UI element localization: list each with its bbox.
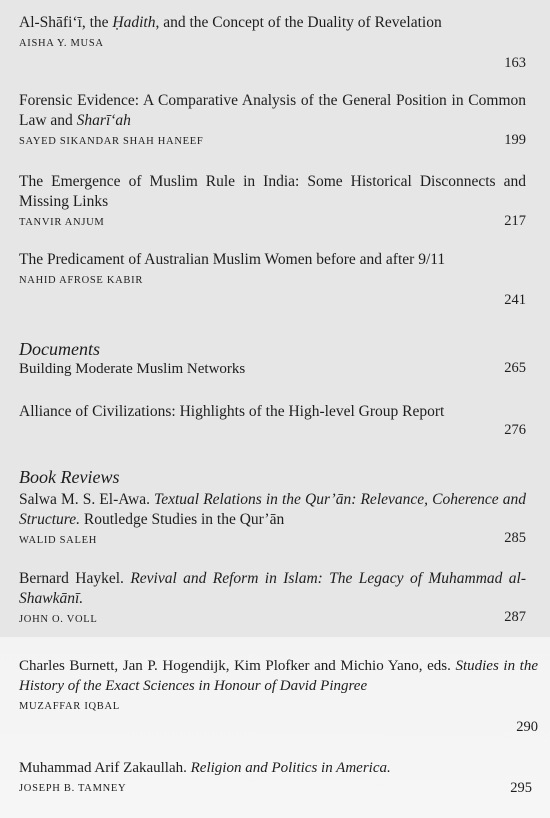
entry-page-number: 290 bbox=[516, 719, 538, 735]
entry-author: JOHN O. VOLL bbox=[19, 614, 98, 625]
entry-title: Building Moderate Muslim Networks bbox=[19, 361, 246, 377]
entry-title: Bernard Haykel. Revival and Reform in Islam: The Legacy of Muhammad al-Shawkānī. bbox=[19, 570, 527, 607]
entry-page-number: 265 bbox=[504, 360, 526, 376]
toc-entry bbox=[19, 490, 526, 548]
section-heading-book-reviews: Book Reviews bbox=[19, 467, 120, 487]
section-heading-documents: Documents bbox=[19, 339, 100, 359]
entry-author: SAYED SIKANDAR SHAH HANEEF bbox=[19, 136, 204, 147]
entry-title: Alliance of Civilizations: Highlights of the High-level Group Report bbox=[19, 403, 445, 420]
entry-page-number: 217 bbox=[504, 213, 526, 229]
entry-title: Charles Burnett, Jan P. Hogendijk, Kim Plofker and Michio Yano, eds. Studies in the History of the Exact Sciences in Honour of David Pingree bbox=[19, 658, 539, 694]
entry-author: TANVIR ANJUM bbox=[19, 217, 105, 228]
entry-author: AISHA Y. MUSA bbox=[19, 38, 104, 49]
entry-page-number: 276 bbox=[504, 422, 526, 438]
entry-title: Forensic Evidence: A Comparative Analysis of the General Position in Common Law and Sharī‘ah bbox=[19, 92, 526, 129]
toc-entry bbox=[19, 758, 532, 796]
entry-title: Al-Shāfi‘ī, the Ḥadith, and the Concept of the Duality of Revelation bbox=[19, 14, 442, 31]
toc-entry bbox=[19, 172, 526, 230]
toc-entry bbox=[19, 250, 526, 308]
entry-author: JOSEPH B. TAMNEY bbox=[19, 783, 127, 794]
toc-entry bbox=[19, 656, 539, 735]
entry-page-number: 241 bbox=[504, 292, 526, 308]
toc-entry bbox=[19, 91, 526, 149]
toc-entry bbox=[19, 359, 526, 379]
entry-author: NAHID AFROSE KABIR bbox=[19, 275, 144, 286]
entry-title: The Predicament of Australian Muslim Women before and after 9/11 bbox=[19, 251, 446, 268]
toc-entry bbox=[19, 402, 526, 438]
entry-page-number: 199 bbox=[504, 132, 526, 148]
entry-title: The Emergence of Muslim Rule in India: Some Historical Disconnects and Missing Links bbox=[19, 173, 526, 210]
entry-page-number: 287 bbox=[504, 609, 526, 625]
toc-entry bbox=[19, 13, 526, 71]
entry-author: WALID SALEH bbox=[19, 535, 97, 546]
entry-page-number: 163 bbox=[504, 55, 526, 71]
entry-title: Muhammad Arif Zakaullah. Religion and Politics in America. bbox=[19, 760, 391, 776]
toc-entry bbox=[19, 569, 526, 627]
entry-title: Salwa M. S. El-Awa. Textual Relations in the Qur’ān: Relevance, Coherence and Structure. Routledge Studies in the Qur’ān bbox=[19, 491, 526, 528]
entry-author: MUZAFFAR IQBAL bbox=[19, 701, 120, 712]
entry-page-number: 285 bbox=[504, 530, 526, 546]
entry-page-number: 295 bbox=[510, 780, 532, 796]
